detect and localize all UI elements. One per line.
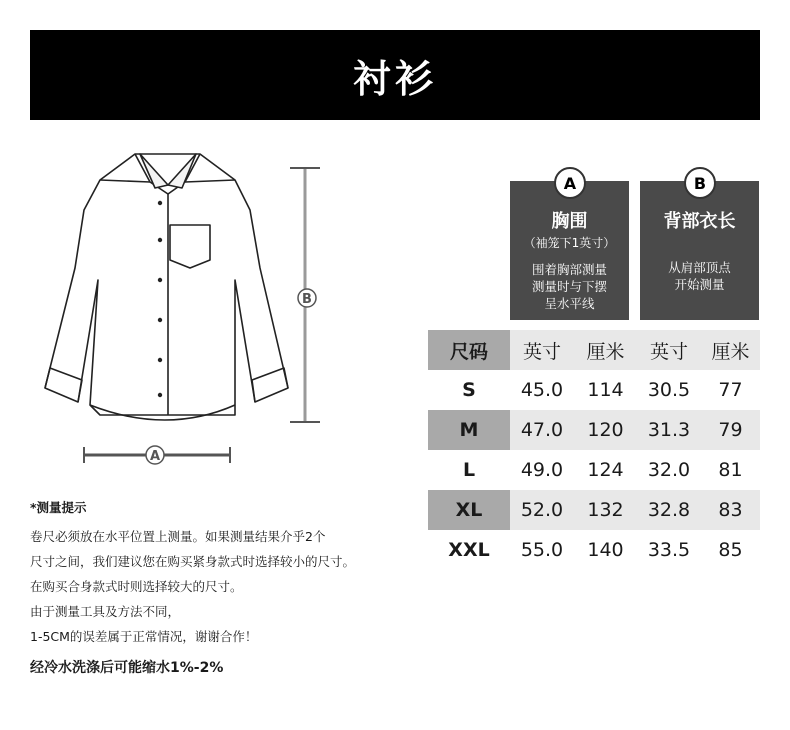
badge-b: B (684, 167, 716, 199)
table-cell: 114 (587, 379, 624, 401)
button-4 (158, 318, 162, 322)
table-cell: 32.0 (647, 459, 691, 481)
chest-subtitle: （袖笼下1英寸） (523, 236, 616, 250)
table-row (428, 490, 760, 530)
shrinkage-note: 经冷水洗涤后可能缩水1%-2% (30, 660, 224, 676)
size-cell: M (428, 410, 510, 450)
chest-title: 胸围 (551, 211, 588, 232)
table-cell: 33.5 (647, 539, 691, 561)
measure-label-a: A (149, 449, 161, 464)
shirt-diagram (20, 140, 350, 480)
measurement-notes (30, 498, 430, 677)
table-header-cell: 英寸 (637, 330, 701, 370)
table-cell: 81 (718, 459, 743, 481)
button-3 (158, 278, 162, 282)
size-cell: S (462, 379, 476, 401)
table-cell: 31.3 (637, 410, 701, 450)
table-header-row (428, 330, 760, 370)
length-desc-line: 从肩部顶点 (668, 260, 731, 275)
notes-line: 卷尺必须放在水平位置上测量。如果测量结果介乎2个 (30, 529, 326, 544)
table-row (428, 370, 760, 410)
table-cell: 49.0 (520, 459, 564, 481)
table-cell: 132 (574, 490, 637, 530)
table-cell: 120 (574, 410, 637, 450)
size-cell: L (462, 459, 476, 481)
badge-a: A (554, 167, 586, 199)
notes-title: *测量提示 (30, 500, 87, 515)
chest-desc-line: 呈水平线 (544, 296, 595, 311)
notes-line: 在购买合身款式时则选择较大的尺寸。 (30, 579, 243, 594)
shirt-illustration (20, 140, 350, 480)
table-cell: 140 (587, 539, 624, 561)
size-cell: XL (428, 490, 510, 530)
table-header-size: 尺码 (428, 330, 510, 370)
notes-line: 由于测量工具及方法不同， (30, 604, 181, 619)
notes-line: 1-5CM的误差属于正常情况，谢谢合作！ (30, 629, 258, 644)
table-cell: 32.8 (637, 490, 701, 530)
chest-desc-line: 测量时与下摆 (531, 279, 607, 294)
length-description (640, 259, 759, 293)
button-2 (158, 238, 162, 242)
page-title: 衬衫 (352, 56, 437, 101)
table-row (428, 530, 760, 570)
button-6 (158, 393, 162, 397)
button-1 (158, 201, 162, 205)
chest-measurement-card (510, 173, 629, 320)
table-cell: 79 (701, 410, 760, 450)
table-header-cell: 厘米 (701, 330, 760, 370)
table-cell: 77 (718, 379, 743, 401)
table-row (428, 450, 760, 490)
table-cell: 45.0 (520, 379, 564, 401)
table-cell: 52.0 (510, 490, 574, 530)
button-5 (158, 358, 162, 362)
chest-description (510, 261, 629, 312)
chest-measure (84, 446, 230, 464)
chest-desc-line: 围着胸部测量 (531, 262, 607, 277)
length-measurement-card (640, 173, 759, 320)
table-cell: 83 (701, 490, 760, 530)
table-header-cell: 厘米 (574, 330, 637, 370)
table-cell: 30.5 (647, 379, 691, 401)
length-desc-line: 开始测量 (674, 277, 725, 292)
table-cell: 55.0 (520, 539, 564, 561)
table-row (428, 410, 760, 450)
table-cell: 47.0 (510, 410, 574, 450)
length-measure (290, 168, 320, 422)
table-cell: 85 (718, 539, 743, 561)
table-header-cell: 英寸 (510, 330, 574, 370)
notes-line: 尺寸之间，我们建议您在购买紧身款式时选择较小的尺寸。 (30, 554, 356, 569)
table-cell: 124 (587, 459, 624, 481)
size-cell: XXL (448, 539, 490, 561)
measure-label-b: B (302, 292, 312, 307)
title-bar (30, 30, 760, 120)
size-table (428, 330, 760, 570)
length-title: 背部衣长 (663, 211, 736, 232)
